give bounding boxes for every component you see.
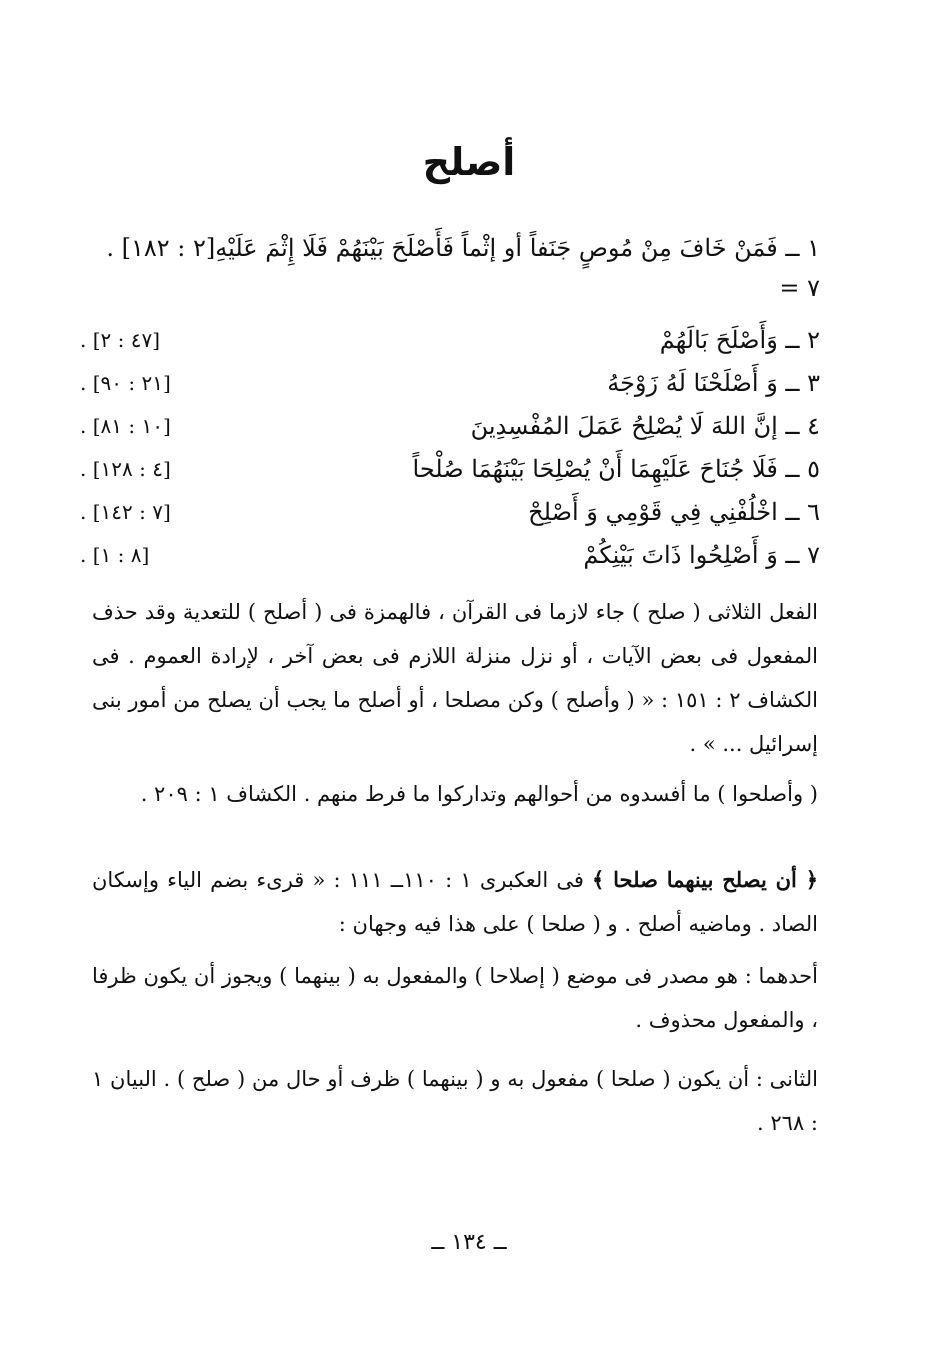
verse-reference: [٨ : ١] .: [80, 542, 150, 567]
verse-reference: [٤٧ : ٢] .: [80, 327, 161, 352]
verse-text: ٧ ــ وَ أَصْلِحُوا ذَاتَ بَيْنِكُمْ: [583, 540, 820, 569]
verse-text: ٣ ــ وَ أَصْلَحْنَا لَهُ زَوْجَهُ: [607, 368, 820, 397]
page-title: أصلح: [422, 140, 516, 184]
verse-list: [80, 318, 820, 576]
verse-text: ٦ ــ اخْلُفْنِي فِي قَوْمِي وَ أَصْلِحْ: [528, 497, 820, 526]
commentary-paragraph: الفعل الثلاثى ( صلح ) جاء لازما فى القرآن ، فالهمزة فى ( أصلح ) للتعدية وقد حذف المفعول فى بعض الآيات ، أو نزل منزلة اللازم فى بعض آخر ، لإرادة العموم . فى الكشاف ٢ : ١٥١ : « ( وأصلح ) وكن مصلحا ، أو أصلح ما يجب أن يصلح من أمور بنى إسرائيل ... » .: [92, 600, 818, 756]
verse-row: [80, 533, 820, 576]
verse-row: [80, 361, 820, 404]
commentary-paragraph: ( وأصلحوا ) ما أفسدوه من أحوالهم وتداركوا ما فرط منهم . الكشاف ١ : ٢٠٩ .: [140, 782, 818, 806]
page-number: ــ ١٣٤ ــ: [431, 1230, 507, 1255]
verse-reference: [٧ : ١٤٢] .: [80, 499, 171, 524]
verse-row: [80, 490, 820, 533]
verse-row: [80, 404, 820, 447]
verse-text: ٥ ــ فَلَا جُنَاحَ عَلَيْهِمَا أَنْ يُصْلِحَا بَيْنَهُمَا صُلْحاً: [412, 454, 820, 483]
verse-reference: [٤ : ١٢٨] .: [80, 456, 171, 481]
commentary-paragraph: أحدهما : هو مصدر فى موضع ( إصلاحا ) والمفعول به ( بينهما ) ويجوز أن يكون ظرفا ، والمفعول محذوف .: [92, 964, 818, 1032]
verse-1: ١ ــ فَمَنْ خَافَ مِنْ مُوصٍ جَنَفاً أو إثْماً فَأَصْلَحَ بَيْنَهُمْ فَلَا إِثْمَ عَلَيْهِ[٢ : ١٨٢] . ٧ =: [106, 234, 820, 302]
commentary-paragraph: الثانى : أن يكون ( صلحا ) مفعول به و ( بينهما ) ظرف أو حال من ( صلح ) . البيان ١ : ٢٦٨ .: [92, 1067, 818, 1135]
commentary-text: فى العكبرى ١ : ١١٠ــ ١١١ : « قرىء بضم الياء وإسكان الصاد . وماضيه أصلح . و ( صلحا ) على هذا فيه وجهان :: [92, 868, 818, 936]
verse-text: ٢ ــ وَأَصْلَحَ بَالَهُمْ: [659, 325, 820, 354]
verse-row: [80, 447, 820, 490]
quoted-verse: ﴿ أن يصلح بينهما صلحا ﴾: [592, 867, 818, 892]
commentary-paragraph: [92, 858, 818, 946]
verse-reference: [١٠ : ٨١] .: [80, 413, 171, 438]
verse-reference: [٢١ : ٩٠] .: [80, 370, 171, 395]
verse-row: [80, 318, 820, 361]
verse-text: ٤ ــ إنَّ اللهَ لَا يُصْلِحُ عَمَلَ المُفْسِدِينَ: [470, 411, 820, 440]
